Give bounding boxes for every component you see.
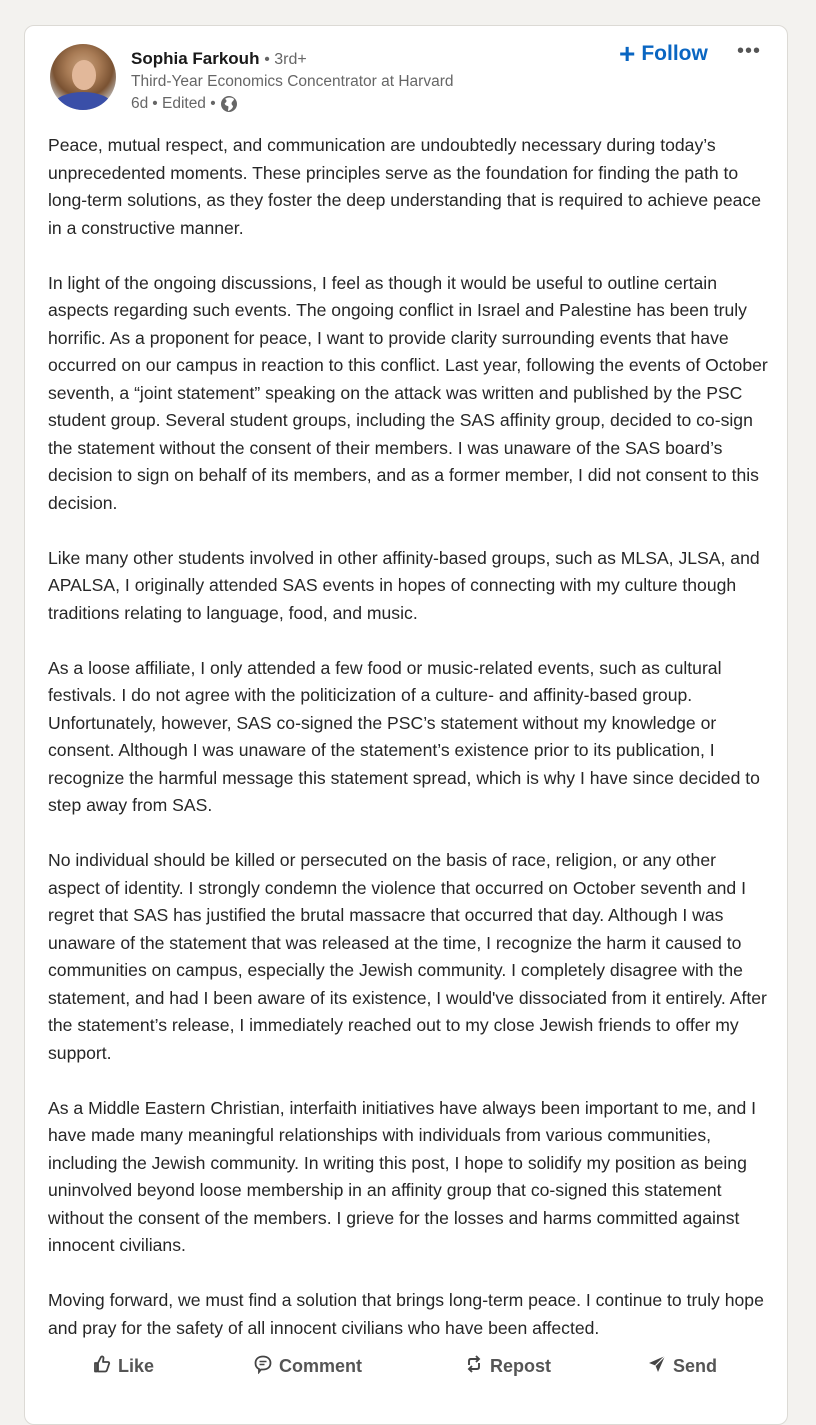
post-actions xyxy=(25,1354,789,1394)
post-paragraph: Like many other students involved in other affinity-based groups, such as MLSA, JLSA, and APALSA, I originally attended SAS events in hopes of connecting with my culture though traditions relating to language, food, and music. xyxy=(48,547,760,623)
post-paragraph: As a loose affiliate, I only attended a few food or music-related events, such as cultural festivals. I do not agree with the politicization of a culture- and affinity-based group. Unfortunately, however, SAS co-signed the PSC’s statement without my knowledge or consent. Although I was unaware of the statement’s existence prior to its publication, I recognize the harmful message this statement spread, which is why I have since decided to step away from SAS. xyxy=(48,657,760,815)
globe-icon xyxy=(220,95,238,113)
repost-button[interactable] xyxy=(464,1354,551,1379)
avatar-face xyxy=(72,60,96,90)
connection-degree: • 3rd+ xyxy=(264,51,307,68)
post-paragraph: Moving forward, we must find a solution that brings long-term peace. I continue to truly hope and pray for the safety of all innocent civilians who have been affected. xyxy=(48,1290,764,1338)
author-name-row xyxy=(131,48,453,71)
follow-label: Follow xyxy=(641,42,708,65)
thumbs-up-icon xyxy=(92,1354,112,1379)
comment-icon xyxy=(253,1354,273,1379)
avatar-shirt xyxy=(54,92,112,110)
post-paragraph: As a Middle Eastern Christian, interfaith initiatives have always been important to me, and I have made many meaningful relationships with individuals from various communities, including the Jewish community. In writing this post, I hope to solidify my position as being uninvolved beyond loose membership in an affinity group that co-signed this statement without the consent of the members. I grieve for the losses and harms committed against innocent civilians. xyxy=(48,1097,757,1255)
repost-icon xyxy=(464,1354,484,1379)
edited-label: • Edited • xyxy=(152,95,216,112)
post-paragraph: No individual should be killed or persecuted on the basis of race, religion, or any other aspect of identity. I strongly condemn the violence that occurred on October seventh and I regret that SAS has justified the brutal massacre that occurred that day. Although I was unaware of the statement that was released at the time, I recognize the harm it caused to communities on campus, especially the Jewish community. I completely disagree with the statement, and had I been aware of its existence, I would've dissociated from it entirely. After the statement’s release, I immediately reached out to my close Jewish friends to offer my support. xyxy=(48,850,767,1063)
plus-icon: + xyxy=(619,38,636,69)
post-time: 6d xyxy=(131,95,149,112)
post-body xyxy=(48,132,770,1370)
post-paragraph: In light of the ongoing discussions, I feel as though it would be useful to outline certain aspects regarding such events. The ongoing conflict in Israel and Palestine has been truly horrific. As a proponent for peace, I want to provide clarity surrounding events that have occurred on our campus in reaction to this conflict. Last year, following the events of October seventh, a “joint statement” speaking on the attack was written and published by the PSC student group. Several student groups, including the SAS affinity group, decided to co-sign the statement without the consent of their members. I was unaware of the SAS board’s decision to sign on behalf of its members, and as a former member, I did not consent to this decision. xyxy=(48,272,768,513)
post-paragraph: Peace, mutual respect, and communication are undoubtedly necessary during today’s unprecedented moments. These principles serve as the foundation for finding the path to long-term solutions, as they foster the deep understanding that is required to achieve peace in a constructive manner. xyxy=(48,135,761,238)
post-meta xyxy=(131,93,453,115)
more-options-icon[interactable]: ••• xyxy=(737,40,762,62)
send-icon xyxy=(647,1354,667,1379)
author-headline: Third-Year Economics Concentrator at Harvard xyxy=(131,73,454,90)
comment-button[interactable] xyxy=(253,1354,362,1379)
author-avatar[interactable] xyxy=(50,44,116,110)
send-button[interactable] xyxy=(647,1354,717,1379)
post-header xyxy=(131,48,453,115)
send-label: Send xyxy=(673,1356,718,1376)
repost-label: Repost xyxy=(490,1356,552,1376)
author-name[interactable]: Sophia Farkouh xyxy=(131,49,260,68)
post-card xyxy=(24,25,788,1425)
like-label: Like xyxy=(118,1356,155,1376)
like-button[interactable] xyxy=(92,1354,154,1379)
comment-label: Comment xyxy=(279,1356,363,1376)
follow-button[interactable] xyxy=(619,40,708,68)
